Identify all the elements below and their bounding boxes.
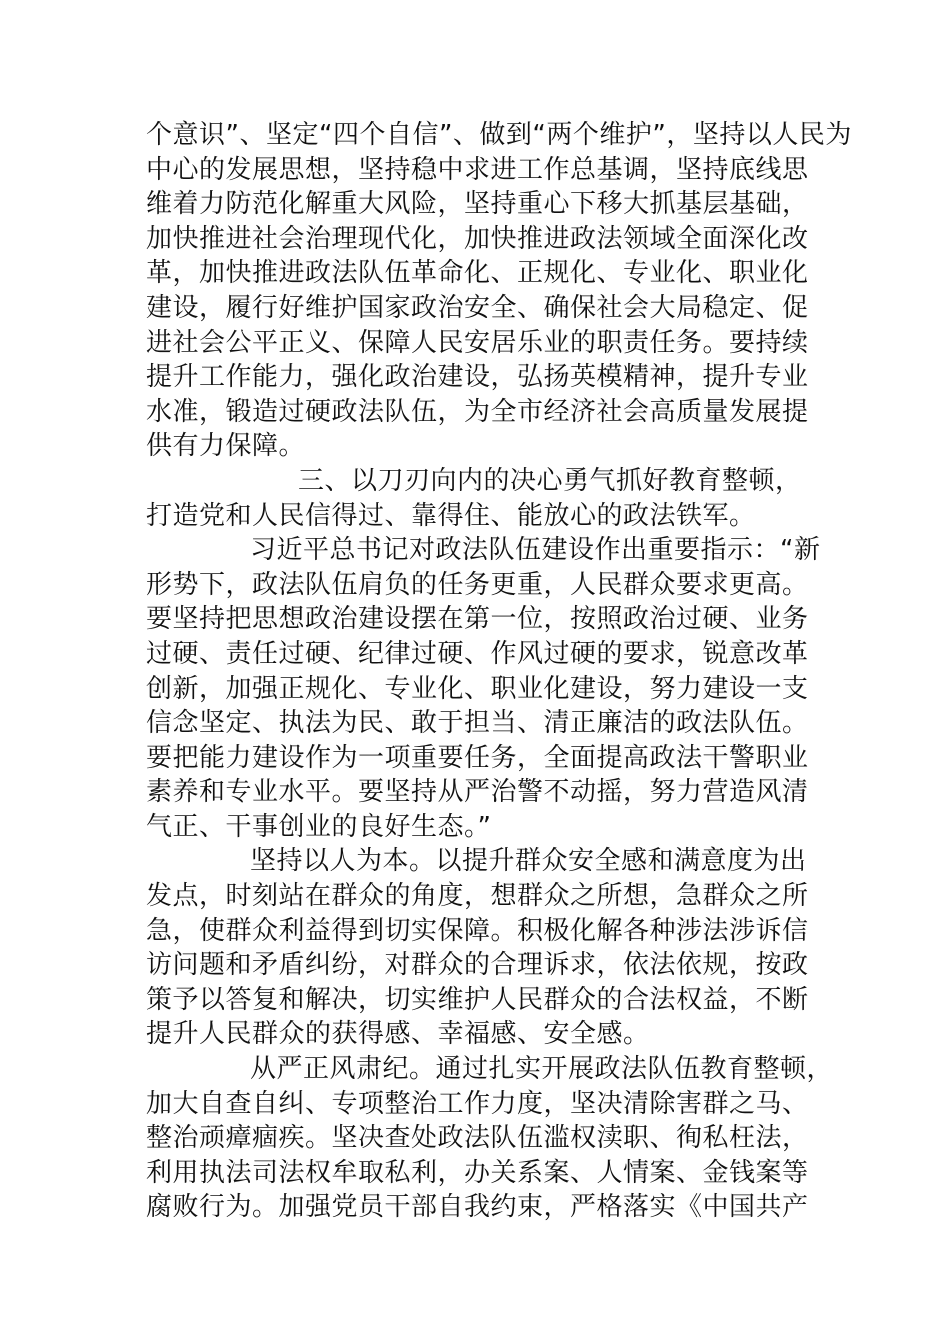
text-line: 利用执法司法权牟取私利，办关系案、人情案、金钱案等 xyxy=(146,1157,809,1188)
text-line: 信念坚定、执法为民、敢于担当、清正廉洁的政法队伍。 xyxy=(146,708,809,739)
text-line: 提升工作能力，强化政治建设，弘扬英模精神，提升专业 xyxy=(146,362,809,393)
text-line: 素养和专业水平。要坚持从严治警不动摇，努力营造风清 xyxy=(146,777,809,808)
text-line: 个意识”、坚定“四个自信”、做到“两个维护”，坚持以人民为 xyxy=(146,120,852,150)
text-line: 急，使群众利益得到切实保障。积极化解各种涉法涉诉信 xyxy=(146,915,809,946)
text-line: 发点，时刻站在群众的角度，想群众之所想，急群众之所 xyxy=(146,881,809,912)
text-line: 水准，锻造过硬政法队伍，为全市经济社会高质量发展提 xyxy=(146,396,809,427)
text-line: 从严正风肃纪。通过扎实开展政法队伍教育整顿， xyxy=(250,1054,834,1085)
text-line: 建设，履行好维护国家政治安全、确保社会大局稳定、促 xyxy=(146,292,809,323)
text-line: 进社会公平正义、保障人民安居乐业的职责任务。要持续 xyxy=(146,327,809,358)
text-line: 中心的发展思想，坚持稳中求进工作总基调，坚持底线思 xyxy=(146,154,809,185)
document-body xyxy=(146,118,852,1225)
text-line: 坚持以人为本。以提升群众安全感和满意度为出 xyxy=(250,846,807,877)
text-line: 加快推进社会治理现代化，加快推进政法领域全面深化改 xyxy=(146,223,809,254)
section-heading-line: 打造党和人民信得过、靠得住、能放心的政法铁军。 xyxy=(146,500,756,531)
text-line: 气正、干事创业的良好生态。” xyxy=(146,811,492,842)
text-line: 腐败行为。加强党员干部自我约束，严格落实《中国共产 xyxy=(146,1192,809,1223)
text-line: 形势下，政法队伍肩负的任务更重，人民群众要求更高。 xyxy=(146,569,809,600)
text-line: 过硬、责任过硬、纪律过硬、作风过硬的要求，锐意改革 xyxy=(146,638,809,669)
text-line: 革，加快推进政法队伍革命化、正规化、专业化、职业化 xyxy=(146,258,809,289)
section-heading-line: 三、以刀刃向内的决心勇气抓好教育整顿， xyxy=(298,465,802,496)
text-line: 整治顽瘴痼疾。坚决查处政法队伍滥权渎职、徇私枉法， xyxy=(146,1123,809,1154)
text-line: 创新，加强正规化、专业化、职业化建设，努力建设一支 xyxy=(146,673,809,704)
text-line: 要坚持把思想政治建设摆在第一位，按照政治过硬、业务 xyxy=(146,604,809,635)
text-line: 要把能力建设作为一项重要任务，全面提高政法干警职业 xyxy=(146,742,809,773)
text-line: 加大自查自纠、专项整治工作力度，坚决清除害群之马、 xyxy=(146,1088,809,1119)
text-line: 供有力保障。 xyxy=(146,431,306,462)
text-line: 提升人民群众的获得感、幸福感、安全感。 xyxy=(146,1019,650,1050)
text-line: 习近平总书记对政法队伍建设作出重要指示：“新 xyxy=(250,535,821,566)
text-line: 策予以答复和解决，切实维护人民群众的合法权益，不断 xyxy=(146,984,809,1015)
text-line: 维着力防范化解重大风险，坚持重心下移大抓基层基础， xyxy=(146,189,809,220)
text-line: 访问题和矛盾纠纷，对群众的合理诉求，依法依规，按政 xyxy=(146,950,809,981)
